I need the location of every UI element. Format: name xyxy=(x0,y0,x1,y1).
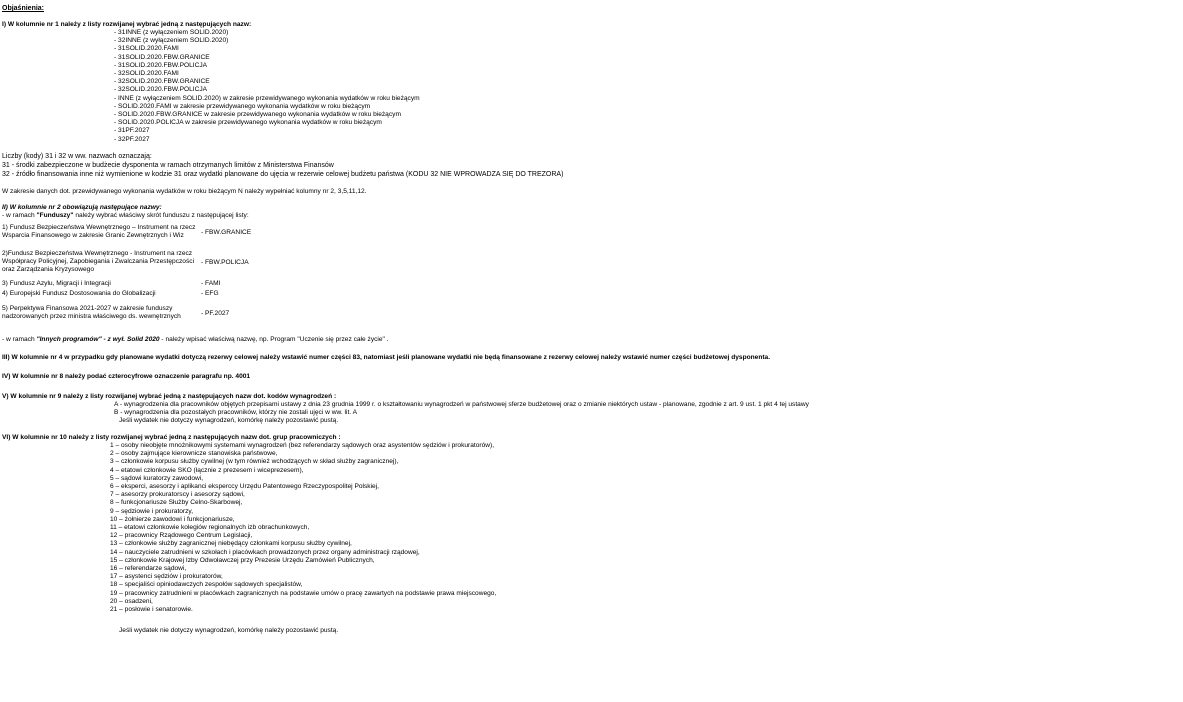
employee-group-option: 12 – pracownicy Rządowego Centrum Legislacji, xyxy=(110,532,253,540)
name-option: - INNE (z wyłączeniem SOLID.2020) w zakresie przewidywanego wykonania wydatków w roku bieżącym xyxy=(114,94,420,102)
employee-group-option: 4 – etatowi członkowie SKO (łącznie z prezesem i wiceprezesem), xyxy=(110,466,304,474)
fund-name-line: oraz Zarządzania Kryzysowego xyxy=(2,266,94,273)
fund-name-line: 2)Fundusz Bezpieczeństwa Wewnętrznego - Instrument na rzecz xyxy=(2,250,193,257)
employee-group-option: 15 – członkowie Krajowej Izby Odwoławczej przy Prezesie Urzędu Zamówień Publicznych, xyxy=(110,556,375,564)
wage-code-b: B - wynagrodzenia dla pozostałych pracowników, którzy nie zostali ujęci w ww. lit. A xyxy=(114,409,357,416)
code-31-description: 31 - środki zabezpieczone w budżecie dysponenta w ramach otrzymanych limitów z Ministerstwa Finansów xyxy=(2,162,334,169)
employee-group-option: 8 – funkcjonariusze Służby Celno-Skarbowej, xyxy=(110,499,243,507)
current-year-note: W zakresie danych dot. przewidywanego wykonania wydatków w roku bieżącym N należy wypełniać kolumny nr 2, 3,5,11,12. xyxy=(2,188,367,195)
name-option: - 32SOLID.2020.FAMI xyxy=(114,70,179,77)
fund-name xyxy=(2,305,181,321)
wage-code-a: A - wynagrodzenia dla pracowników objętych przepisami ustawy z dnia 23 grudnia 1999 r. o kształtowaniu wynagrodzeń w państwowej sferze budżetowej oraz o zmianie niektórych ustaw - planowane, zgodnie z art. 9 ust. 1 pkt 4 tej ustawy xyxy=(114,401,809,408)
fund-name xyxy=(2,224,195,240)
other-programs-post: - należy wpisać właściwą nazwę, np. Program "Uczenie się przez całe życie" . xyxy=(159,336,389,343)
fund-code: - PF.2027 xyxy=(201,310,230,317)
page-title: Objaśnienia: xyxy=(2,5,45,12)
name-option: - 31INNE (z wyłączeniem SOLID.2020) xyxy=(114,29,229,36)
fund-code: - FBW.POLICJA xyxy=(201,259,249,266)
name-option: - 32SOLID.2020.FBW.POLICJA xyxy=(114,86,208,94)
name-option: - 32PF.2027 xyxy=(114,135,150,143)
funds-intro-post: należy wybrać właściwy skrót funduszu z następującej listy: xyxy=(73,212,249,219)
employee-group-option: 2 – osoby zajmujące kierownicze stanowiska państwowe, xyxy=(110,450,278,458)
fund-name xyxy=(2,250,194,274)
employee-group-option: 6 – eksperci, asesorzy i aplikanci eksperccy Urzędu Patentowego Rzeczypospolitej Polskiej, xyxy=(110,483,380,490)
employee-group-option: 17 – asystenci sędziów i prokuratorów, xyxy=(110,573,223,581)
section-5-heading: V) W kolumnie nr 9 należy z listy rozwijanej wybrać jedną z następujących nazw dot. kodów wynagrodzeń : xyxy=(2,393,337,400)
fund-name xyxy=(2,290,156,298)
fund-name-line: 5) Perpektywa Finansowa 2021-2027 w zakresie funduszy xyxy=(2,305,173,312)
fund-name-line: 1) Fundusz Bezpieczeństwa Wewnętrznego – Instrument na rzecz xyxy=(2,224,196,231)
section-2-heading: II) W kolumnie nr 2 obowiązują następujące nazwy: xyxy=(2,204,162,211)
name-option: - SOLID.2020.POLICJA w zakresie przewidywanego wykonania wydatków w roku bieżącym xyxy=(114,119,382,127)
employee-group-option: 21 – posłowie i senatorowie. xyxy=(110,606,193,613)
fund-name-line: 4) Europejski Fundusz Dostosowania do Globalizacji xyxy=(2,290,156,297)
employee-group-option: 20 – osadzeni, xyxy=(110,597,153,605)
fund-code: - EFG xyxy=(201,290,219,297)
name-option: - 31SOLID.2020.FAMI xyxy=(114,45,179,53)
fund-name-line: Wsparcia Finansowego w zakresie Granic Zewnętrznych i Wiz xyxy=(2,232,184,239)
fund-name-line: Współpracy Policyjnej, Zapobiegania i Zwalczania Przestępczości xyxy=(2,258,195,265)
fund-code: - FAMI xyxy=(201,280,221,287)
other-programs-note xyxy=(2,335,389,345)
name-option: - 32SOLID.2020.FBW.GRANICE xyxy=(114,78,210,86)
employee-group-option: 3 – członkowie korpusu służby cywilnej (w tym również wchodzących w skład służby zagranicznej), xyxy=(110,458,399,466)
section-1-heading: I) W kolumnie nr 1 należy z listy rozwijanej wybrać jedną z następujących nazw: xyxy=(2,21,252,28)
fund-name xyxy=(2,280,111,288)
employee-group-option: 13 – członkowie służby zagranicznej niebędący członkami korpusu służby cywilnej, xyxy=(110,540,352,548)
other-programs-pre: - w ramach xyxy=(2,336,37,343)
name-option: - 31PF.2027 xyxy=(114,127,150,135)
funds-intro-pre: - w ramach xyxy=(2,212,37,219)
funds-intro-bold: "Funduszy" xyxy=(36,212,74,219)
section-3: III) W kolumnie nr 4 w przypadku gdy planowane wydatki dotyczą rezerwy celowej należy wstawić numer części 83, natomiast jeśli planowane wydatki nie będą finansowane z rezerwy celowej należy wstawić numer części budżetowej dysponenta. xyxy=(2,354,771,361)
fund-name-line: 3) Fundusz Azylu, Migracji i Integracji xyxy=(2,280,111,287)
section-4: IV) W kolumnie nr 8 należy podać czterocyfrowe oznaczenie paragrafu np. 4001 xyxy=(2,373,251,380)
fund-code: - FBW.GRANICE xyxy=(201,229,252,236)
employee-group-option: 5 – sądowi kuratorzy zawodowi, xyxy=(110,474,204,482)
name-option: - SOLID.2020.FBW.GRANICE w zakresie przewidywanego wykonania wydatków w roku bieżącym xyxy=(114,111,401,118)
employee-group-option: 7 – asesorzy prokuratorscy i asesorzy sądowi, xyxy=(110,491,245,499)
name-option: - SOLID.2020.FAMI w zakresie przewidywanego wykonania wydatków w roku bieżącym xyxy=(114,102,371,110)
employee-group-empty-note: Jeśli wydatek nie dotyczy wynagrodzeń, komórkę należy pozostawić pustą. xyxy=(119,627,339,634)
codes-intro: Liczby (kody) 31 i 32 w ww. nazwach oznaczają: xyxy=(2,153,152,160)
name-option: - 32INNE (z wyłączeniem SOLID.2020) xyxy=(114,37,229,45)
employee-group-option: 10 – żołnierze zawodowi i funkcjonariusze, xyxy=(110,515,235,523)
employee-group-option: 18 – specjaliści opiniodawczych zespołów sądowych specjalistów, xyxy=(110,581,303,589)
employee-group-option: 1 – osoby nieobjęte mnożnikowymi systemami wynagrodzeń (bez referendarzy sądowych oraz asystentów sędziów i prokuratorów), xyxy=(110,442,495,449)
employee-group-option: 9 – sędziowie i prokuratorzy, xyxy=(110,507,194,515)
employee-group-option: 16 – referendarze sądowi, xyxy=(110,565,187,572)
employee-group-option: 11 – etatowi członkowie kolegiów regionalnych izb obrachunkowych, xyxy=(110,524,310,531)
fund-name-line: nadzorowanych przez ministra właściwego ds. wewnętrznych xyxy=(2,313,181,320)
name-option: - 31SOLID.2020.FBW.POLICJA xyxy=(114,61,208,69)
other-programs-bold: "Innych programów" - z wył. Solid 2020 xyxy=(36,336,160,343)
wage-code-empty-note: Jeśli wydatek nie dotyczy wynagrodzeń, komórkę należy pozostawić pustą. xyxy=(119,417,339,424)
employee-group-option: 14 – nauczyciele zatrudnieni w szkołach i placówkach prowadzonych przez organy administracji rządowej, xyxy=(110,548,420,556)
employee-group-option: 19 – pracownicy zatrudnieni w placówkach zagranicznych na podstawie umów o pracę zawartych na podstawie prawa miejscowego, xyxy=(110,589,497,597)
name-option: - 31SOLID.2020.FBW.GRANICE xyxy=(114,53,210,61)
code-32-description: 32 - źródło finansowania inne niż wymienione w kodzie 31 oraz wydatki planowane do ujęcia w rezerwie celowej budżetu państwa (KODU 32 NIE WPROWADZA SIĘ DO TREZORA) xyxy=(2,171,564,178)
funds-intro xyxy=(2,211,249,221)
section-6-heading: VI) W kolumnie nr 10 należy z listy rozwijanej wybrać jedną z następujących nazw dot. grup pracowniczych : xyxy=(2,434,341,441)
